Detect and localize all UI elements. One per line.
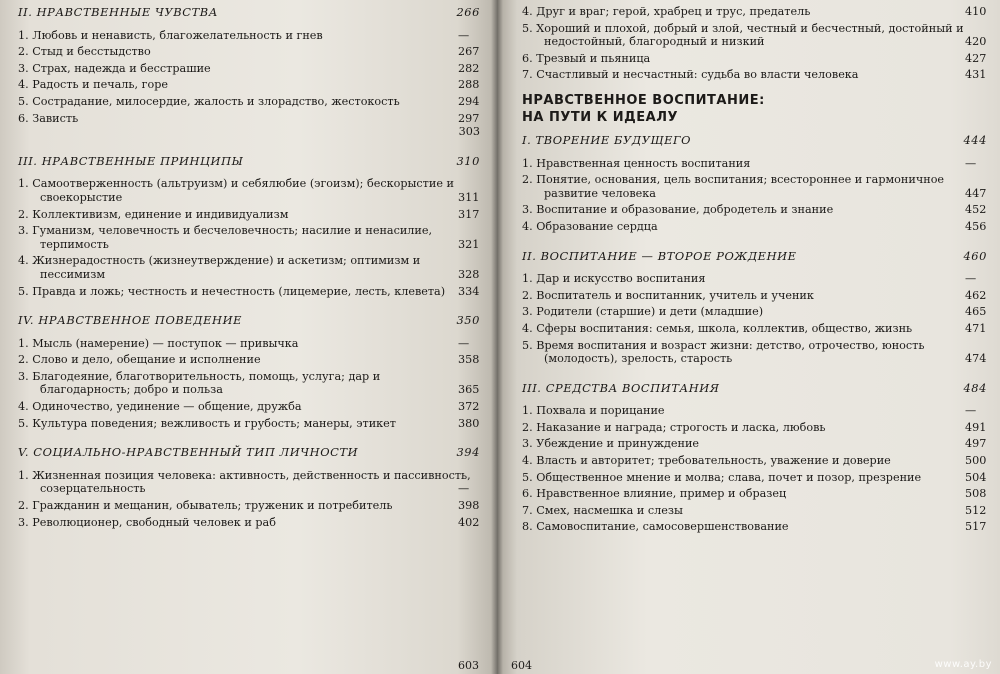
toc-entry-text: 1. Жизненная позиция человека: активность, действенность и пассивность, созерцательность [18,468,471,496]
page-number: 603 [458,659,479,672]
toc-page-number: 288 [458,78,480,92]
toc-entry-text: 4. Власть и авторитет; требовательность, уважение и доверие [522,454,891,468]
toc-entry-text: 2. Понятие, основания, цель воспитания; всестороннее и гармоничное развитие человека [522,173,945,200]
part-title-line: НРАВСТВЕННОЕ ВОСПИТАНИЕ: [522,92,765,108]
toc-page-number: 402 [458,515,480,529]
toc-entry [18,208,480,222]
toc-page-number: 484 [963,380,987,395]
toc-page-number: 512 [965,503,987,517]
toc-entry [18,78,480,92]
toc-entry-text: 4. Сферы воспитания: семья, школа, коллектив, общество, жизнь [522,321,913,335]
toc-page-number: 398 [458,499,480,513]
part-title-line: НА ПУТИ К ИДЕАЛУ [522,109,679,125]
toc-entry-text: 4. Жизнерадостность (жизнеутверждение) и аскетизм; оптимизм и пессимизм [18,254,421,281]
toc-entry-text: 1. Мысль (намерение) — поступок — привычка [18,336,299,350]
toc-page-number: — [458,336,470,350]
toc-page-number: 471 [965,321,987,335]
toc-page-number: 297 [458,111,480,125]
toc-section-heading [522,382,987,396]
toc-page-number: 465 [965,305,987,319]
toc-entry-text: 1. Дар и искусство воспитания [522,272,706,286]
toc-entry-text: V. СОЦИАЛЬНО-НРАВСТВЕННЫЙ ТИП ЛИЧНОСТИ [18,445,359,460]
toc-entry [522,471,987,485]
toc-page-number: 460 [963,248,987,263]
toc-page-number: 427 [965,51,987,65]
toc-page-number: 456 [965,219,987,233]
toc-entry [18,400,480,414]
toc-page-number: 294 [458,94,480,108]
toc-entry [522,421,987,435]
toc-entry [18,95,480,109]
toc-entry [522,22,987,49]
left-toc [18,2,480,529]
toc-page-number: 420 [965,35,987,49]
toc-page-number: 310 [456,153,480,168]
toc-entry-text: 3. Благодеяние, благотворительность, помощь, услуга; дар и благодарность; добро и польза [18,369,381,397]
toc-page-number: 350 [456,313,480,328]
toc-section-heading [522,134,987,148]
toc-entry [18,469,480,496]
toc-page-number: 303 [458,125,480,139]
toc-entry [522,305,987,319]
left-page [0,0,497,674]
toc-page-number: 444 [963,132,987,147]
toc-entry [522,272,987,286]
toc-page-number: — [965,272,977,286]
toc-entry [522,504,987,518]
toc-page-number: 394 [456,445,480,460]
toc-section-heading [522,250,987,264]
book-gutter [491,0,503,674]
toc-entry-text: 2. Стыд и бесстыдство [18,45,151,59]
toc-entry-text: II. ВОСПИТАНИЕ — ВТОРОЕ РОЖДЕНИЕ [522,248,797,263]
toc-page-number: 334 [458,284,480,298]
toc-entry [18,353,480,367]
toc-entry-text: 3. Воспитание и образование, добродетель и знание [522,203,834,217]
toc-page-number: 504 [965,470,987,484]
toc-entry-text: 3. Родители (старшие) и дети (младшие) [522,305,764,319]
toc-entry [18,45,480,59]
toc-page-number: 517 [965,520,987,534]
toc-entry-text: 3. Страх, надежда и бесстрашие [18,61,211,75]
watermark: www.ay.by [934,659,992,670]
toc-section-heading [18,314,480,328]
toc-entry-text: 7. Счастливый и несчастный: судьба во власти человека [522,68,859,82]
toc-entry [522,520,987,534]
toc-section-heading [18,155,480,169]
toc-entry [18,516,480,530]
toc-entry [522,157,987,171]
toc-entry-text: 6. Зависть [18,111,79,125]
toc-entry-text: 1. Нравственная ценность воспитания [522,156,751,170]
toc-page-number: 410 [965,5,987,18]
toc-entry-text: 2. Слово и дело, обещание и исполнение [18,353,261,367]
toc-entry-text: 3. Убеждение и принуждение [522,437,700,451]
toc-page-number: — [965,156,977,170]
toc-page-number: 267 [458,45,480,59]
toc-page-number: 491 [965,420,987,434]
toc-page-number: 474 [965,352,987,366]
toc-entry-text: 8. Самовоспитание, самосовершенствование [522,520,789,534]
toc-page-number: 431 [965,68,987,82]
toc-entry [18,499,480,513]
toc-page-number: 497 [965,437,987,451]
toc-page-number: 328 [458,267,480,281]
toc-entry-text: 3. Гуманизм, человечность и бесчеловечность; насилие и ненасилие, терпимость [18,224,433,251]
toc-entry [18,417,480,431]
toc-page-number: — [965,404,977,418]
toc-entry [18,337,480,351]
toc-page-number: 508 [965,487,987,501]
toc-page-number: 358 [458,353,480,367]
toc-page-number: 311 [458,190,480,204]
toc-entry-text: 5. Правда и ложь; честность и нечестность (лицемерие, лесть, клевета) [18,284,446,298]
toc-entry-text: 3. Революционер, свободный человек и раб [18,515,276,529]
toc-entry [522,487,987,501]
toc-entry-text: 1. Любовь и ненависть, благожелательность и гнев [18,28,323,42]
toc-trailing-page [18,125,480,139]
toc-page-number: — [458,482,470,496]
toc-entry [522,437,987,451]
toc-entry [522,68,987,82]
toc-entry-text: I. ТВОРЕНИЕ БУДУЩЕГО [522,132,692,147]
toc-entry [522,339,987,366]
toc-entry-text: 2. Коллективизм, единение и индивидуализм [18,207,289,221]
toc-entry-text: 2. Гражданин и мещанин, обыватель; труженик и потребитель [18,499,393,513]
toc-entry-text: 5. Хороший и плохой, добрый и злой, честный и бесчестный, достойный и недостойный, благородный и низкий [522,21,964,49]
toc-entry-text: IV. НРАВСТВЕННОЕ ПОВЕДЕНИЕ [18,313,243,328]
toc-page-number: 447 [965,186,987,200]
toc-page-number: 317 [458,207,480,221]
toc-entry [18,112,480,126]
toc-entry [522,203,987,217]
toc-page-number: 321 [458,237,480,251]
toc-entry [18,177,480,204]
toc-entry [522,404,987,418]
toc-entry [18,254,480,281]
toc-entry [522,454,987,468]
toc-entry-text: III. НРАВСТВЕННЫЕ ПРИНЦИПЫ [18,153,244,168]
toc-entry-text: 5. Культура поведения; вежливость и грубость; манеры, этикет [18,416,396,430]
toc-page-number: 365 [458,383,480,397]
toc-entry-text: 6. Нравственное влияние, пример и образец [522,487,787,501]
toc-entry-text: 4. Радость и печаль, горе [18,78,168,92]
toc-entry [522,289,987,303]
toc-entry-text: 5. Время воспитания и возраст жизни: детство, отрочество, юность (молодость), зрелость, старость [522,338,925,366]
toc-entry [18,224,480,251]
toc-page-number: 500 [965,454,987,468]
toc-section-heading [18,6,480,20]
toc-entry-text: 7. Смех, насмешка и слезы [522,503,683,517]
toc-section-heading [18,446,480,460]
toc-entry-text: III. СРЕДСТВА ВОСПИТАНИЯ [522,380,720,395]
toc-entry-text: 6. Трезвый и пьяница [522,51,651,65]
toc-page-number: 452 [965,203,987,217]
toc-entry [522,52,987,66]
toc-entry-text: 2. Наказание и награда; строгость и ласка, любовь [522,420,826,434]
toc-entry-text: 4. Друг и враг; герой, храбрец и трус, предатель [522,5,811,18]
part-title [522,92,987,126]
toc-entry-text: 5. Общественное мнение и молва; слава, почет и позор, презрение [522,470,922,484]
toc-page-number: 462 [965,288,987,302]
toc-entry [18,285,480,299]
toc-entry [18,29,480,43]
right-page [497,0,1000,674]
toc-page-number: 380 [458,416,480,430]
toc-entry-text: 4. Образование сердца [522,219,658,233]
toc-entry [18,62,480,76]
toc-page-number: 282 [458,61,480,75]
toc-entry [522,322,987,336]
right-toc [522,2,987,534]
page-number: 604 [511,659,532,672]
toc-entry-text: 1. Самоотверженность (альтруизм) и себялюбие (эгоизм); бескорыстие и своекорыстие [18,177,454,204]
toc-entry [18,370,480,397]
toc-entry [522,220,987,234]
toc-entry-text: 2. Воспитатель и воспитанник, учитель и ученик [522,288,814,302]
toc-entry [522,173,987,200]
toc-entry-text: II. НРАВСТВЕННЫЕ ЧУВСТВА [18,5,218,19]
toc-page-number: 266 [456,5,480,19]
toc-page-number: — [458,28,470,42]
toc-entry-text: 5. Сострадание, милосердие, жалость и злорадство, жестокость [18,94,400,108]
toc-entry-text: 4. Одиночество, уединение — общение, дружба [18,400,302,414]
toc-entry-text: 1. Похвала и порицание [522,404,665,418]
toc-page-number: 372 [458,400,480,414]
toc-entry [522,5,987,19]
